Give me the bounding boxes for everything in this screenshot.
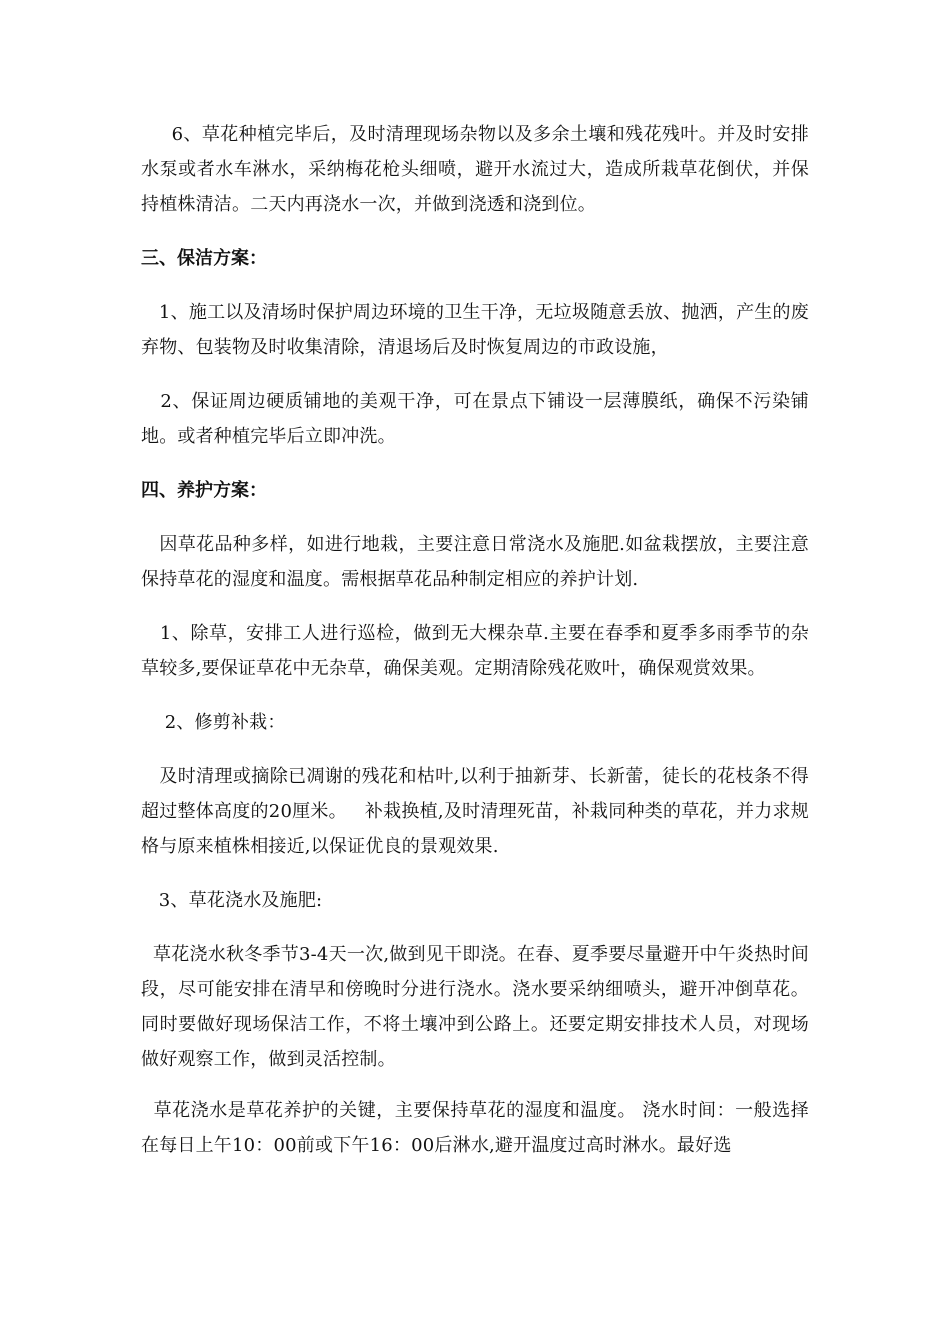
paragraph-maintenance-intro: 因草花品种多样，如进行地栽，主要注意日常浇水及施肥.如盆栽摆放，主要注意保持草花的湿度和温度。需根据草花品种制定相应的养护计划. xyxy=(141,534,809,590)
document-body xyxy=(141,117,809,1163)
heading-cleaning-plan: 三、保洁方案： xyxy=(141,248,267,269)
paragraph-watering-schedule: 草花浇水秋冬季节3-4天一次,做到见干即浇。在春、夏季要尽量避开中午炎热时间段，尽可能安排在清早和傍晚时分进行浇水。浇水要采纳细喷头，避开冲倒草花。同时要做好现场保洁工作，不将土壤冲到公路上。还要定期安排技术人员，对现场做好观察工作，做到灵活控制。 xyxy=(141,944,810,1070)
paragraph-pruning-body: 及时清理或摘除已凋谢的残花和枯叶,以利于抽新芽、长新蕾，徒长的花枝条不得超过整体高度的20厘米。 补栽换植,及时清理死苗，补栽同种类的草花，并力求规格与原来植株相接近,以保证优良的景观效果. xyxy=(141,766,809,857)
paragraph-cleaning-2: 2、保证周边硬质铺地的美观干净，可在景点下铺设一层薄膜纸，确保不污染铺地。或者种植完毕后立即冲洗。 xyxy=(141,391,810,447)
paragraph-watering-key: 草花浇水是草花养护的关键，主要保持草花的湿度和温度。 浇水时间：一般选择在每日上午10：00前或下午16：00后淋水,避开温度过高时淋水。最好选 xyxy=(141,1100,809,1156)
paragraph-weeding: 1、除草，安排工人进行巡检，做到无大棵杂草.主要在春季和夏季多雨季节的杂草较多,要保证草花中无杂草，确保美观。定期清除残花败叶，确保观赏效果。 xyxy=(141,623,809,679)
heading-maintenance-plan: 四、养护方案： xyxy=(141,480,267,501)
paragraph-cleaning-1: 1、施工以及清场时保护周边环境的卫生干净，无垃圾随意丢放、抛洒，产生的废弃物、包装物及时收集清除，清退场后及时恢复周边的市政设施， xyxy=(141,302,809,358)
paragraph-pruning-title: 2、修剪补栽： xyxy=(141,712,286,733)
paragraph-planting-step-6: 6、草花种植完毕后，及时清理现场杂物以及多余土壤和残花残叶。并及时安排水泵或者水车淋水，采纳梅花枪头细喷，避开水流过大，造成所栽草花倒伏，并保持植株清洁。二天内再浇水一次，并做到浇透和浇到位。 xyxy=(141,124,810,215)
paragraph-watering-title: 3、草花浇水及施肥: xyxy=(141,890,323,911)
